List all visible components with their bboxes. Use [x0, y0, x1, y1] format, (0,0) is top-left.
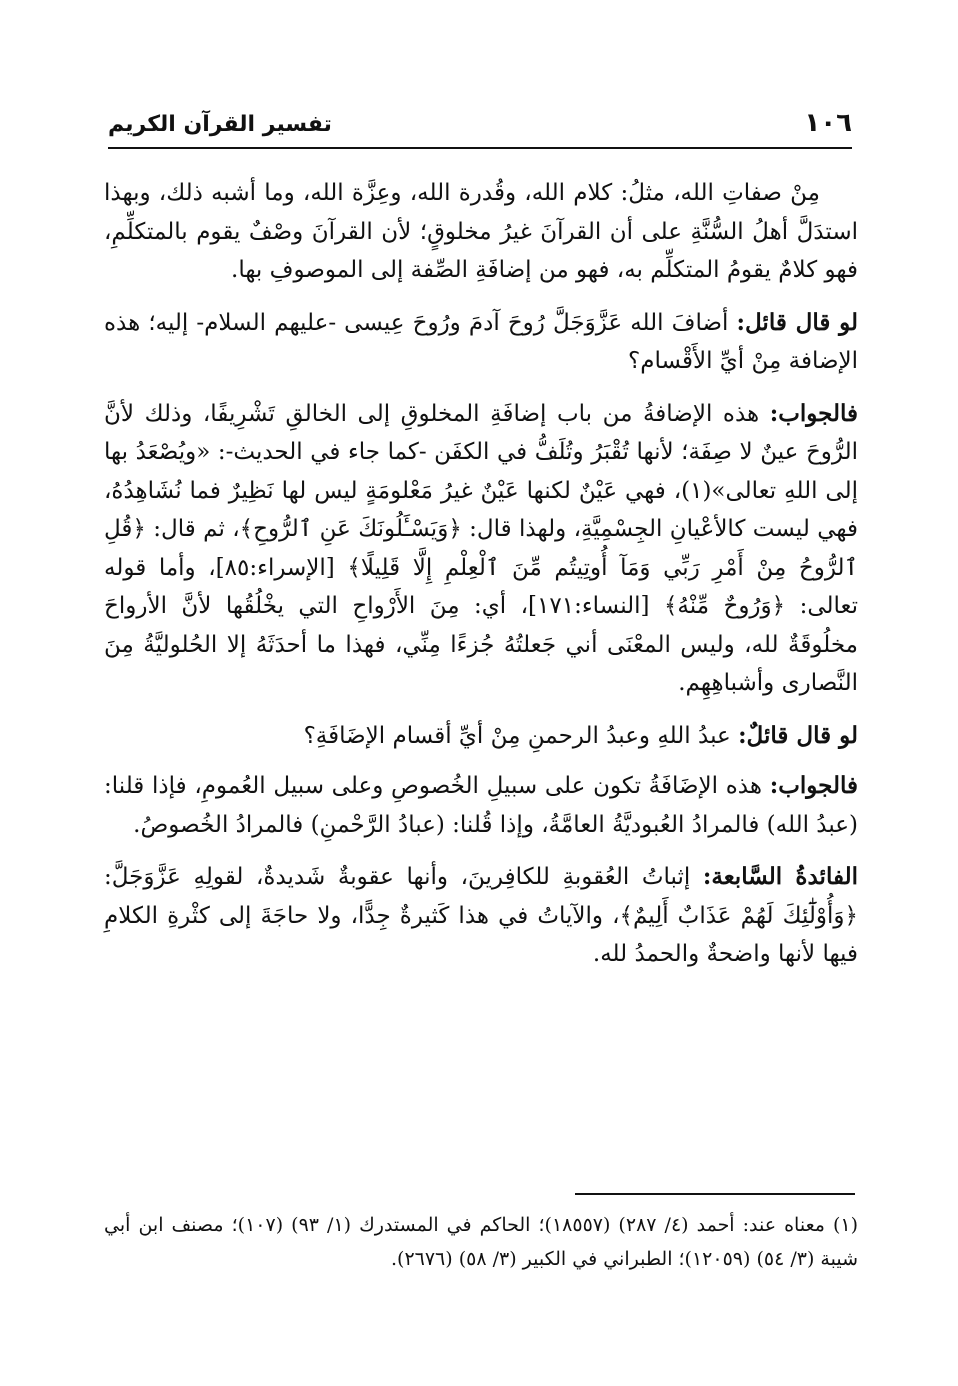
paragraph-6-text: إثباتُ العُقوبةِ للكافِرينَ، وأنها عقوبةٌ شَديدةٌ، لقولِهِ عَزَّوَجَلَّ: ﴿وَأُوْلَٰٓئِكَ لَهُمْ عَذَابٌ أَلِيمٌ﴾، والآياتُ في هذا كَثيرةٌ جِدًّا، ولا حاجَةَ إلى كثْرةِ الكلامِ فيها لأنها واضحةٌ والحمدُ لله. [104, 864, 858, 967]
paragraph-2-text: أضافَ الله عَزَّوَجَلَّ رُوحَ آدمَ ورُوحَ عِيسى -عليهم السلام- إليه؛ هذه الإضافة مِنْ أيِّ الأَقْسام؟ [104, 309, 858, 374]
page-number: ١٠٦ [804, 108, 852, 138]
paragraph-4-lead: لو قال قائلٌ: [738, 721, 858, 749]
paragraph-1 [104, 174, 858, 290]
footnote: (١) معناه عند: أحمد (٤/ ٢٨٧) (١٨٥٥٧)؛ الحاكم في المستدرك (١/ ٩٣) (١٠٧)؛ مصنف ابن أبي شيبة (٣/ ٥٤) (١٢٠٥٩)؛ الطبراني في الكبير (٣/ ٥٨) (٢٦٧٦). [104, 1214, 859, 1270]
paragraph-5-text: هذه الإضَافَةُ تكون على سبيلِ الخُصوصِ وعلى سبيل العُمومِ، فإذا قلنا: (عبدُ الله) فالمرادُ العُبوديَّةُ العامَّةُ، وإذا قُلنا: (عبادُ الرَّحْمنِ) فالمرادُ الخُصوصُ. [104, 773, 858, 838]
paragraph-6 [104, 858, 858, 974]
running-title: تفسير القرآن الكريم [108, 112, 332, 137]
paragraph-4 [104, 717, 858, 756]
header-rule [108, 147, 852, 149]
paragraph-2-lead: لو قال قائل: [736, 308, 858, 336]
paragraph-5 [104, 767, 858, 844]
paragraph-3 [104, 395, 858, 703]
footnote-rule [575, 1193, 855, 1195]
paragraph-1-text: مِنْ صفاتِ الله، مثلُ: كلام الله، وقُدرة الله، وعِزَّة الله، وما أشبه ذلك، وبهذا استدَلَّ أهلُ السُّنَّةِ على أن القرآنَ غيرُ مخلوقٍ؛ لأن القرآنَ وصْفٌ يقوم بالمتكلِّمِ، فهو كلامٌ يقومُ المتكلِّم به، فهو من إضافَةِ الصِّفة إلى الموصوفِ بها. [104, 180, 858, 283]
paragraph-3-lead: فالجواب: [769, 399, 858, 427]
paragraph-6-lead: الفائدةُ السَّابعة: [702, 863, 859, 890]
page-header [108, 104, 852, 146]
paragraph-2 [104, 304, 858, 381]
paragraph-3-text: هذه الإضافةُ من باب إضافَةِ المخلوقِ إلى الخالقِ تَشْرِيفًا، وذلك لأنَّ الرُّوحَ عينٌ لا صِفَة؛ لأنها تُقْبَرُ وتُلَفُّ في الكفَن -كما جاء في الحديث-: «ويُصْعَدُ بها إلى اللهِ تعالى»(١)، فهي عَيْنٌ لكنها عَيْنٌ غيرُ مَعْلومَةٍ ليس لها نَظِيرٌ فما نُشَاهِدُهُ، فهي ليست كالأعْيانِ الجِسْمِيَّةِ، ولهذا قال: ﴿وَيَسْـَٔلُونَكَ عَنِ ٱلرُّوحِ﴾، ثم قال: ﴿قُلِ ٱلرُّوحُ مِنْ أَمْرِ رَبِّي وَمَآ أُوتِيتُم مِّنَ ٱلْعِلْمِ إِلَّا قَلِيلًا﴾ [الإسراء:٨٥]، وأما قوله تعالى: ﴿وَرُوحٌ مِّنْهُ﴾ [النساء:١٧١]، أي: مِنَ الأَرْواحِ التي يخْلُقُها لأنَّ الأرواحَ مخلُوقَةٌ لله، وليس المعْنَى أني جَعلتُهُ جُزءًا مِنِّي، فهذا ما أحدَثَهُ إلا الحُلوليَّةُ مِنَ النَّصارى وأشباهِهِم. [104, 400, 858, 696]
paragraph-4-text: عبدُ اللهِ وعبدُ الرحمنِ مِنْ أيِّ أقسام الإضَافَةِ؟ [303, 722, 739, 749]
paragraph-5-lead: فالجواب: [769, 772, 858, 799]
main-text [104, 174, 858, 988]
